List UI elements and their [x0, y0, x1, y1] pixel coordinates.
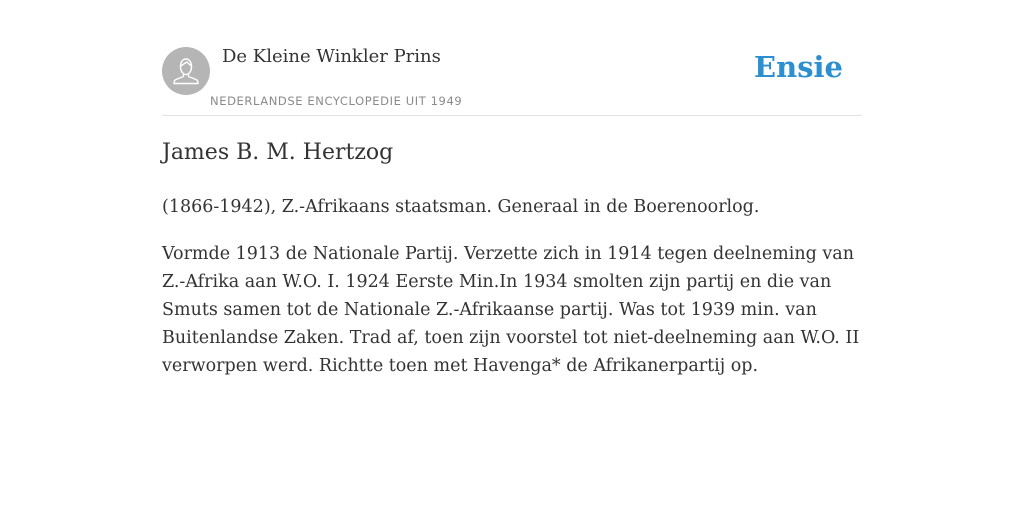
- avatar[interactable]: [162, 47, 210, 95]
- page-container: [162, 0, 862, 376]
- article-title: James B. M. Hertzog: [162, 140, 394, 165]
- user-silhouette-icon: [162, 47, 210, 95]
- article-paragraph-main: Vormde 1913 de Nationale Partij. Verzette zich in 1914 tegen deelneming van Z.-Afrika aan W.O. I. 1924 Eerste Min.In 1934 smolten zijn partij en die van Smuts samen tot de Nationale Z.-Afrikaanse partij. Was tot 1939 min. van Buitenlandse Zaken. Trad af, toen zijn voorstel tot niet-deelneming aan W.O. II verworpen werd. Richtte toen met Havenga* de Afrikanerpartij op.: [162, 244, 860, 376]
- article-body: [162, 193, 862, 399]
- ensie-logo-link[interactable]: Ensie: [754, 50, 843, 84]
- source-header: [162, 0, 862, 116]
- source-subtitle: NEDERLANDSE ENCYCLOPEDIE UIT 1949: [210, 94, 463, 108]
- source-title-link[interactable]: De Kleine Winkler Prins: [222, 46, 441, 67]
- article-paragraph-intro: (1866-1942), Z.-Afrikaans staatsman. Generaal in de Boerenoorlog.: [162, 197, 760, 217]
